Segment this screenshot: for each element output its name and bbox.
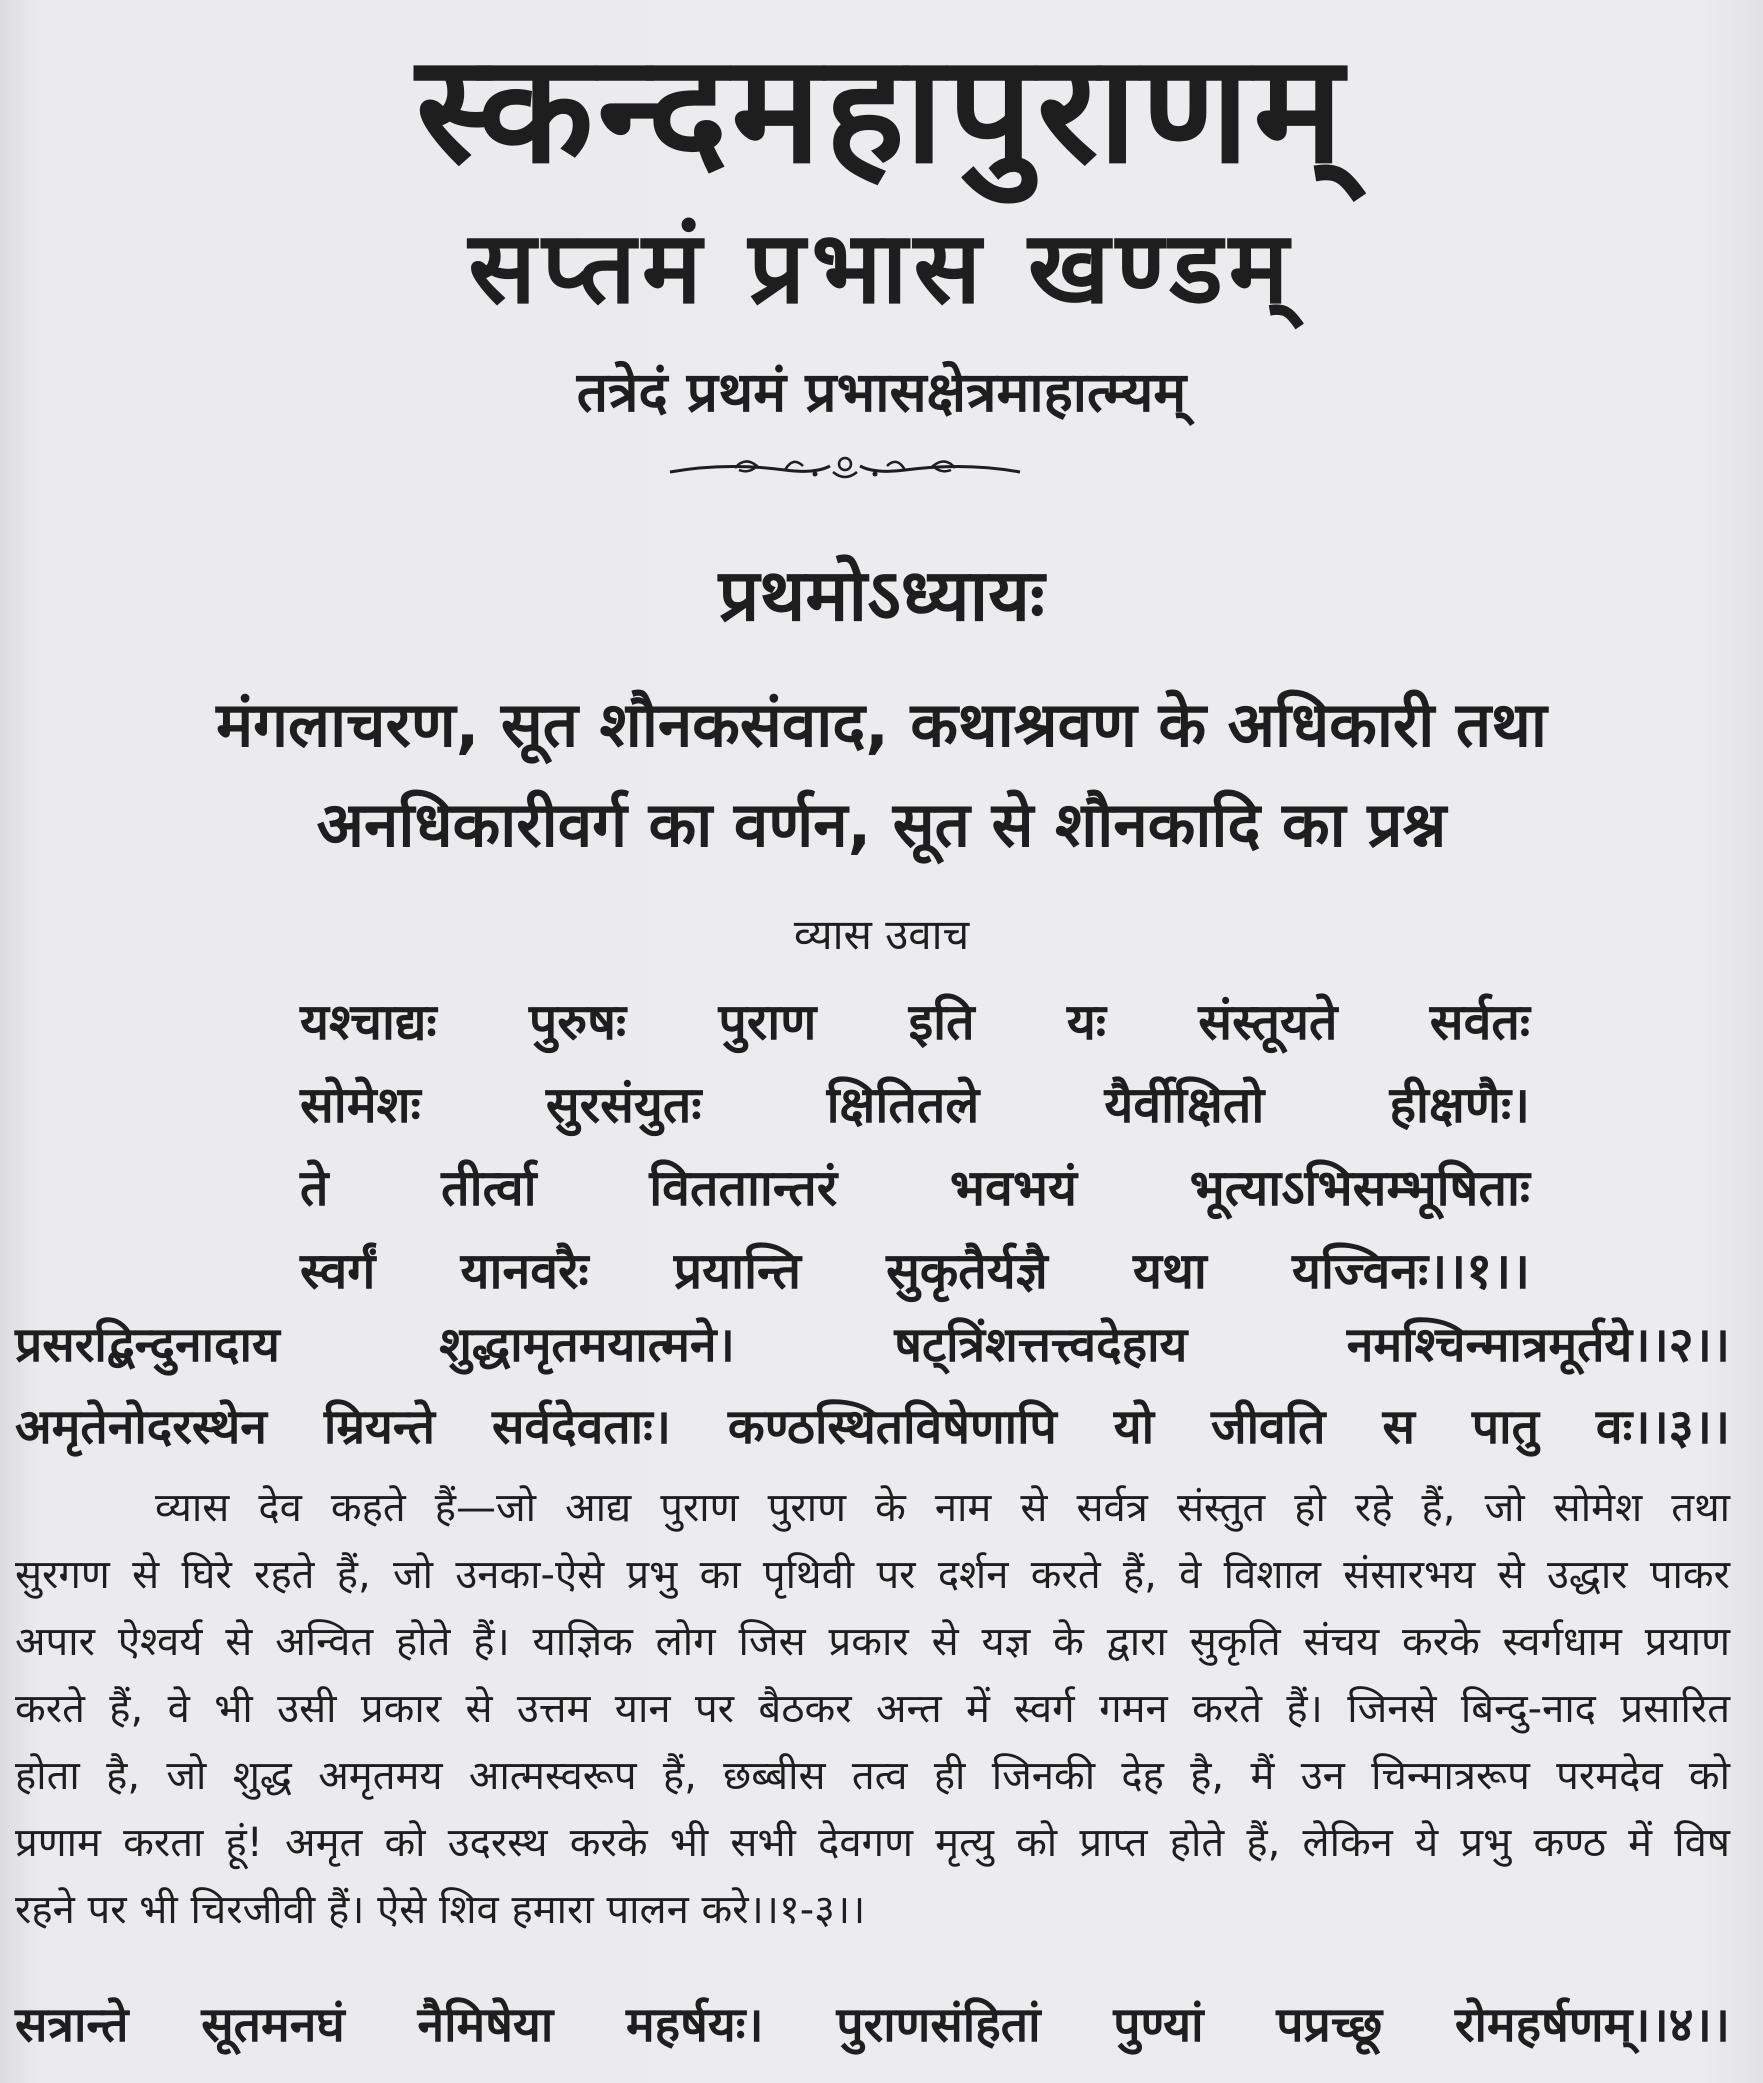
translation-line: व्यास देव कहते हैं—जो आद्य पुराण पुराण के नाम से सर्वत्र संस्तुत हो रहे हैं, जो सोमेश तथा [155, 1485, 1730, 1531]
verse-line: सोमेशः सुरसंयुतः क्षितितले यैर्वीक्षितो हीक्षणैः। [300, 1076, 1530, 1134]
section-title: तत्रेदं प्रथमं प्रभासक्षेत्रमाहात्म्यम् [576, 360, 1187, 424]
book-subtitle: सप्तमं प्रभास खण्डम् [468, 209, 1295, 326]
verse-line: स्वर्गं यानवरैः प्रयान्ति सुकृतैर्यज्ञै यथा यज्विनः।।१।। [300, 1242, 1530, 1300]
chapter-heading-line: मंगलाचरण, सूत शौनकसंवाद, कथाश्रवण के अधिकारी तथा [216, 688, 1547, 761]
speaker-label: व्यास उवाच [793, 910, 970, 959]
translation-line: अपार ऐश्वर्य से अन्वित होते हैं। याज्ञिक लोग जिस प्रकार से यज्ञ के द्वारा सुकृति संचय करके स्वर्गधाम प्रयाण [15, 1619, 1730, 1665]
verse-line: यश्चाद्यः पुरुषः पुराण इति यः संस्तूयते सर्वतः [300, 993, 1530, 1051]
translation-line: प्रणाम करता हूं! अमृत को उदरस्थ करके भी सभी देवगण मृत्यु को प्राप्त होते हैं, लेकिन ये प्रभु कण्ठ में विष [15, 1820, 1730, 1866]
verse-line: ते तीर्त्वा वितताान्तरं भवभयं भूत्याऽभिसम्भूषिताः [300, 1159, 1530, 1217]
translation-line: सुरगण से घिरे रहते हैं, जो उनका-ऐसे प्रभु का पृथिवी पर दर्शन करते हैं, वे विशाल संसारभय से उद्धार पाकर [15, 1552, 1730, 1598]
translation-line: करते हैं, वे भी उसी प्रकार से उत्तम यान पर बैठकर अन्त में स्वर्ग गमन करते हैं। जिनसे बिन्दु-नाद प्रसारित [15, 1686, 1730, 1732]
translation-line: रहने पर भी चिरजीवी हैं। ऐसे शिव हमारा पालन करे।।१-३।। [15, 1887, 866, 1933]
verse-2: प्रसरद्बिन्दुनादाय शुद्धामृतमयात्मने। षट्त्रिंशत्तत्त्वदेहाय नमश्चिन्मात्रमूर्तये।।२।। [15, 1317, 1730, 1373]
book-title: स्कन्दमहापुराणम् [415, 23, 1348, 197]
verse-3: अमृतेनोदरस्थेन म्रियन्ते सर्वदेवताः। कण्ठस्थितविषेणापि यो जीवति स पातु वः।।३।। [15, 1399, 1730, 1455]
chapter-title: प्रथमोऽध्यायः [718, 553, 1045, 637]
scroll-ornament-icon [665, 448, 1025, 488]
translation-line: होता है, जो शुद्ध अमृतमय आत्मस्वरूप हैं, छब्बीस तत्व ही जिनकी देह है, मैं उन चिन्मात्ररूप परमदेव को [15, 1753, 1730, 1799]
chapter-heading-line: अनधिकारीवर्ग का वर्णन, सूत से शौनकादि का प्रश्न [316, 788, 1447, 861]
verse-4: सत्रान्ते सूतमनघं नैमिषेया महर्षयः। पुराणसंहितां पुण्यां पप्रच्छू रोमहर्षणम्।।४।। [15, 1997, 1730, 2053]
